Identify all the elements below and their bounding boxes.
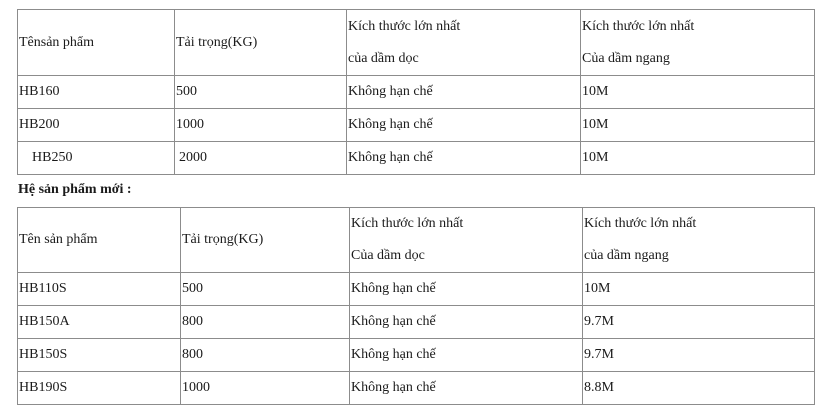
table-row: [18, 339, 815, 372]
cell-load: 800: [181, 339, 350, 372]
header-longitudinal-beam: [350, 208, 583, 273]
header-transverse-line1: Kích thước lớn nhất: [584, 216, 697, 231]
cell-product-name: HB150A: [18, 306, 181, 339]
header-load: Tải trọng(KG): [175, 10, 347, 76]
cell-transverse: 10M: [581, 109, 815, 142]
cell-transverse: 9.7M: [583, 339, 815, 372]
cell-load: 1000: [181, 372, 350, 405]
cell-load: 1000: [175, 109, 347, 142]
cell-transverse: 10M: [583, 273, 815, 306]
cell-longitudinal: Không hạn chế: [350, 339, 583, 372]
cell-transverse: 9.7M: [583, 306, 815, 339]
cell-transverse: 8.8M: [583, 372, 815, 405]
cell-load: 800: [181, 306, 350, 339]
cell-longitudinal: Không hạn chế: [347, 142, 581, 175]
product-spec-table-new: [17, 207, 815, 405]
cell-product-name: HB110S: [18, 273, 181, 306]
header-product-name: Tênsản phẩm: [18, 10, 175, 76]
table-row: [18, 273, 815, 306]
cell-product-name: HB200: [18, 109, 175, 142]
table-row: [18, 306, 815, 339]
cell-longitudinal: Không hạn chế: [350, 372, 583, 405]
table-row: [18, 142, 815, 175]
header-longitudinal-line1: Kích thước lớn nhất: [351, 216, 464, 231]
section-heading-new-products: Hệ sản phẩm mới :: [18, 182, 132, 197]
header-transverse-line1: Kích thước lớn nhất: [582, 18, 695, 34]
table-row: [18, 372, 815, 405]
header-longitudinal-line2: của dầm dọc: [348, 50, 419, 66]
header-product-name: Tên sản phẩm: [18, 208, 181, 273]
cell-longitudinal: Không hạn chế: [347, 109, 581, 142]
product-spec-table-current: [17, 9, 815, 175]
table-header-row: [18, 10, 815, 76]
header-longitudinal-line2: Của dầm dọc: [351, 248, 425, 263]
cell-load: 500: [175, 76, 347, 109]
header-transverse-beam: [581, 10, 815, 76]
header-transverse-beam: [583, 208, 815, 273]
cell-longitudinal: Không hạn chế: [347, 76, 581, 109]
header-longitudinal-beam: [347, 10, 581, 76]
cell-load: 2000: [175, 142, 347, 175]
cell-product-name: HB190S: [18, 372, 181, 405]
cell-transverse: 10M: [581, 76, 815, 109]
cell-transverse: 10M: [581, 142, 815, 175]
cell-longitudinal: Không hạn chế: [350, 273, 583, 306]
table-header-row: [18, 208, 815, 273]
cell-load: 500: [181, 273, 350, 306]
header-transverse-line2: Của dầm ngang: [582, 50, 670, 66]
header-load: Tải trọng(KG): [181, 208, 350, 273]
table-row: [18, 76, 815, 109]
cell-product-name: HB160: [18, 76, 175, 109]
cell-product-name: HB150S: [18, 339, 181, 372]
cell-longitudinal: Không hạn chế: [350, 306, 583, 339]
cell-product-name: HB250: [18, 142, 175, 175]
table-row: [18, 109, 815, 142]
header-longitudinal-line1: Kích thước lớn nhất: [348, 18, 461, 34]
header-transverse-line2: của dầm ngang: [584, 248, 669, 263]
